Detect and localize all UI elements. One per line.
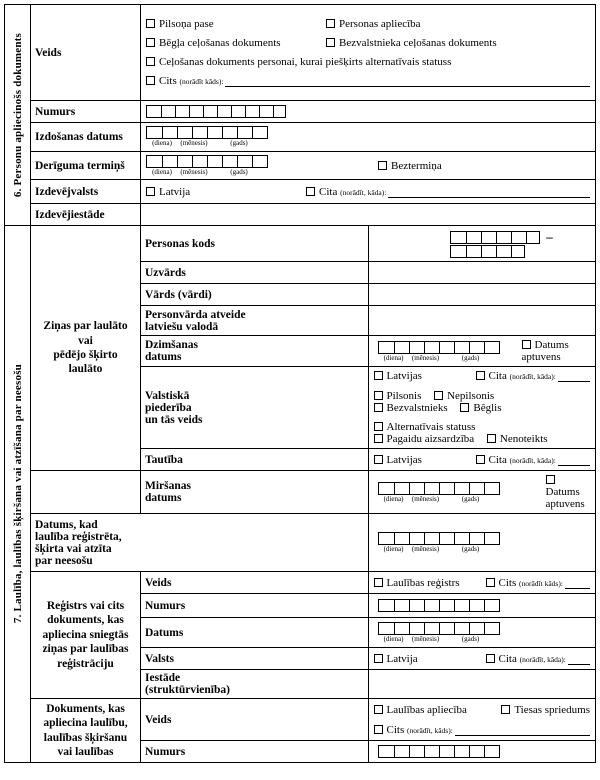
izdosanas-datums-label: Izdošanas datums	[35, 131, 123, 143]
dzimsanas-datums-label-cell	[141, 336, 369, 367]
dzimsanas-datums-label-line2: datums	[145, 351, 182, 363]
iestade-value-cell[interactable]	[368, 670, 596, 699]
registrs-cits-input-line[interactable]	[565, 578, 590, 589]
dzimsanas-datums-value-cell	[368, 336, 596, 367]
section6-row-deriguma-termins	[5, 152, 596, 180]
izdosanas-datums-comb-input[interactable]	[146, 126, 268, 139]
option-bezvalstnieks[interactable]: Bezvalstnieks	[374, 402, 448, 414]
numurs-label: Numurs	[35, 105, 76, 118]
dokuments-veids-label-cell	[141, 699, 369, 741]
date-sublabels: (diena) (mēnesis) (gads)	[383, 494, 480, 503]
date-sublabels: (diena) (mēnesis) (gads)	[383, 634, 480, 643]
tautiba-label-cell	[141, 449, 369, 471]
dokuments-numurs-label: Numurs	[145, 745, 186, 758]
date-sublabels: (diena) (mēnesis) (gads)	[383, 353, 480, 362]
cita-input-line[interactable]	[388, 187, 590, 198]
checkbox-icon[interactable]	[306, 187, 315, 196]
option-tautiba-latvijas[interactable]: Latvijas	[374, 454, 476, 466]
date-sublabels: (diena) (mēnesis) (gads)	[152, 168, 248, 176]
datums-kad-lauliba-value-cell	[368, 514, 596, 572]
personas-kods-part2-input[interactable]	[450, 245, 525, 258]
option-nepilsonis[interactable]: Nepilsonis	[434, 390, 494, 402]
option-beztermina[interactable]: Beztermiņa	[378, 160, 442, 172]
registrs-numurs-label-cell	[141, 594, 369, 618]
uzvards-label: Uzvārds	[145, 266, 186, 279]
checkbox-icon[interactable]	[522, 340, 531, 349]
option-begla-celosanas-dokuments[interactable]: Bēgļa ceļošanas dokuments	[146, 37, 281, 49]
section6-side-label: 6. Personu apliecinošs dokuments	[5, 5, 31, 226]
dokuments-numurs-comb-input[interactable]	[378, 745, 500, 758]
registrs-veids-label-cell	[141, 572, 369, 594]
valsts-cita-input-line[interactable]	[568, 654, 590, 665]
iestade-label-line2: (struktūrvienība)	[145, 684, 230, 696]
checkbox-icon[interactable]	[434, 391, 443, 400]
personas-kods-label-cell	[141, 226, 369, 262]
mirsanas-datums-label-cell	[141, 471, 369, 514]
tautiba-value-cell	[368, 449, 596, 471]
form-table	[4, 4, 596, 763]
uzvards-value-cell[interactable]	[368, 262, 596, 284]
valstiska-piederiba-label-line2: piederība	[145, 401, 192, 414]
checkbox-icon[interactable]	[374, 654, 383, 663]
checkbox-icon[interactable]	[486, 578, 495, 587]
option-latvijas[interactable]: Latvijas	[374, 370, 476, 382]
option-personas-apliecība[interactable]: Personas apliecība	[326, 18, 421, 30]
deriguma-termins-comb-input[interactable]	[146, 155, 268, 168]
checkbox-icon[interactable]	[374, 391, 383, 400]
uzvards-label-cell	[141, 262, 369, 284]
datums-kad-lauliba-comb-input[interactable]	[378, 532, 500, 545]
option-alternativais-statuss[interactable]: Alternatīvais statuss	[374, 421, 476, 433]
tautiba-cita-input-line[interactable]	[558, 455, 590, 466]
cita-valsts-hint: (norādīt, kāda):	[509, 372, 556, 381]
cita-valsts-input-line[interactable]	[558, 371, 590, 382]
section7-side-label: 7. Laulība, laulības šķiršana vai atzīšana par neesošu	[5, 226, 31, 763]
option-pilsona-pase[interactable]: Pilsoņa pase	[146, 18, 214, 30]
section7-row-mirsanas-datums	[5, 471, 596, 514]
numurs-comb-input[interactable]	[146, 105, 286, 118]
dokuments-veids-value-cell	[368, 699, 596, 741]
deriguma-termins-value-cell	[141, 152, 596, 180]
section7-row-registrs-veids	[5, 572, 596, 594]
dokuments-veids-label: Veids	[145, 713, 172, 726]
checkbox-icon[interactable]	[476, 371, 485, 380]
section7-row-personas-kods	[5, 226, 596, 262]
option-nenoteikts[interactable]: Nenoteikts	[487, 433, 548, 445]
registrs-cits-hint: (norādīt kāds):	[518, 578, 563, 588]
personas-kods-label: Personas kods	[145, 237, 215, 250]
vards-label-cell	[141, 284, 369, 306]
option-laulibas-registrs[interactable]: Laulības reģistrs	[374, 577, 486, 589]
checkbox-icon[interactable]	[501, 705, 510, 714]
section6-row-izdevejvalsts	[5, 180, 596, 204]
registrs-valsts-label: Valsts	[145, 652, 174, 665]
registrs-label-cell: Reģistrs vai cits dokuments, kas apliecina sniegtās ziņas par laulības reģistrāciju	[31, 572, 141, 699]
section7-row-datums-kad-lauliba	[5, 514, 596, 572]
personvarda-atveide-value-cell[interactable]	[368, 306, 596, 336]
iestade-label-cell	[141, 670, 369, 699]
registrs-numurs-comb-input[interactable]	[378, 599, 500, 612]
option-valsts-cita[interactable]: Cita (norādīt, kāda):	[486, 653, 566, 665]
dokuments-label-cell: Dokuments, kas apliecina laulību, laulības šķiršanu vai laulības	[31, 699, 141, 763]
personvarda-atveide-label-line1: Personvārda atveide	[145, 308, 246, 321]
dokuments-cits-hint: (norādīt, kāds):	[406, 725, 453, 735]
section6-row-izdosanas-datums	[5, 123, 596, 152]
option-datums-aptuvens[interactable]: Datums aptuvens	[521, 339, 569, 363]
mirsanas-datums-value-cell	[368, 471, 596, 514]
izdevejvalsts-label-cell	[31, 180, 141, 204]
tautiba-cita-hint: (norādīt, kāda):	[509, 455, 556, 465]
checkbox-icon[interactable]	[374, 371, 383, 380]
checkbox-icon[interactable]	[460, 403, 469, 412]
izdosanas-datums-value-cell	[141, 123, 596, 152]
option-laulibas-apliecība[interactable]: Laulības apliecība	[374, 704, 502, 716]
dzimsanas-datums-label-line1: Dzimšanas	[145, 339, 199, 351]
iestade-label-line1: Iestāde	[145, 672, 181, 684]
section6-row-numurs	[5, 101, 596, 123]
option-mirsanas-datums-aptuvens[interactable]: Datums aptuvens	[546, 474, 591, 510]
section6-row-izdevejiestade	[5, 204, 596, 226]
personvarda-atveide-label-line2: latviešu valodā	[145, 320, 219, 333]
cita-hint: (norādīt, kāda):	[340, 187, 387, 197]
izdosanas-datums-label-cell	[31, 123, 141, 152]
option-pagaidu-aizsardziba[interactable]: Pagaidu aizsardzība	[374, 433, 475, 445]
option-cits[interactable]: Cits (norādīt kāds):	[146, 75, 223, 87]
option-tautiba-cita[interactable]: Cita (norādīt, kāda):	[476, 454, 556, 466]
veids-label: Veids	[35, 46, 62, 59]
personas-kods-part1-input[interactable]	[450, 231, 540, 244]
mirsanas-datums-spacer-cell	[31, 471, 141, 514]
vards-label: Vārds (vārdi)	[145, 288, 212, 301]
option-bezvalstnieka-celosanas-dokuments[interactable]: Bezvalstnieka ceļošanas dokuments	[326, 37, 497, 49]
zinas-par-laulato-label-cell: Ziņas par laulāto vai pēdējo šķirto laulāto	[31, 226, 141, 471]
section6-row-veids	[5, 5, 596, 101]
option-latvija[interactable]: Latvija	[146, 186, 306, 198]
deriguma-termins-label: Derīguma termiņš	[35, 159, 125, 172]
option-pilsonis[interactable]: Pilsonis	[374, 390, 422, 402]
registrs-datums-label: Datums	[145, 626, 184, 639]
numurs-label-cell	[31, 101, 141, 123]
checkbox-icon[interactable]	[374, 705, 383, 714]
veids-label-cell	[31, 5, 141, 101]
checkbox-icon[interactable]	[546, 475, 555, 484]
registrs-veids-label: Veids	[145, 576, 172, 589]
personas-kods-separator: –	[546, 229, 553, 244]
registrs-veids-value-cell	[368, 572, 596, 594]
personas-kods-value-cell	[368, 226, 596, 262]
checkbox-icon[interactable]	[146, 38, 155, 47]
checkbox-icon[interactable]	[374, 434, 383, 443]
mirsanas-datums-label-line2: datums	[145, 492, 182, 504]
valsts-cita-hint: (norādīt, kāda):	[519, 654, 566, 664]
mirsanas-datums-label-line1: Miršanas	[145, 480, 191, 492]
cits-input-line[interactable]	[225, 76, 590, 87]
cits-hint: (norādīt kāds):	[179, 77, 224, 86]
checkbox-icon[interactable]	[326, 19, 335, 28]
option-valsts-latvija[interactable]: Latvija	[374, 653, 486, 665]
checkbox-icon[interactable]	[374, 403, 383, 412]
option-dokuments-cits[interactable]: Cits (norādīt, kāds):	[374, 724, 453, 736]
option-celosanas-dokuments-alternativais[interactable]: Ceļošanas dokuments personai, kurai piešķirts alternatīvais statuss	[146, 56, 451, 68]
izdevejiestade-label: Izdevējiestāde	[35, 208, 105, 221]
dokuments-numurs-label-cell	[141, 741, 369, 763]
option-cita[interactable]: Cita (norādīt, kāda):	[306, 186, 386, 198]
checkbox-icon[interactable]	[378, 161, 387, 170]
valstiska-piederiba-value-cell	[368, 367, 596, 449]
valstiska-piederiba-label-cell	[141, 367, 369, 449]
dzimsanas-datums-comb-input[interactable]	[378, 341, 500, 354]
vards-value-cell[interactable]	[368, 284, 596, 306]
checkbox-icon[interactable]	[374, 455, 383, 464]
izdevejvalsts-value-cell	[141, 180, 596, 204]
checkbox-icon[interactable]	[476, 455, 485, 464]
registrs-datums-label-cell	[141, 618, 369, 648]
checkbox-icon[interactable]	[374, 725, 383, 734]
numurs-value-cell	[141, 101, 596, 123]
section7-row-dokuments-veids	[5, 699, 596, 741]
checkbox-icon[interactable]	[374, 578, 383, 587]
checkbox-icon[interactable]	[146, 187, 155, 196]
option-tiesas-spriedums[interactable]: Tiesas spriedums	[501, 704, 590, 716]
valstiska-piederiba-label-line1: Valstiskā	[145, 389, 190, 402]
checkbox-icon[interactable]	[146, 19, 155, 28]
checkbox-icon[interactable]	[486, 654, 495, 663]
checkbox-icon[interactable]	[374, 422, 383, 431]
registrs-numurs-label: Numurs	[145, 599, 186, 612]
registrs-numurs-value-cell	[368, 594, 596, 618]
checkbox-icon[interactable]	[326, 38, 335, 47]
option-registrs-cits[interactable]: Cits (norādīt kāds):	[486, 577, 563, 589]
izdevejvalsts-label: Izdevējvalsts	[35, 185, 99, 198]
checkbox-icon[interactable]	[146, 57, 155, 66]
date-sublabels: (diena) (mēnesis) (gads)	[152, 139, 248, 147]
tautiba-label: Tautība	[145, 453, 183, 466]
izdevejiestade-value-cell[interactable]	[141, 204, 596, 226]
dokuments-numurs-value-cell	[368, 741, 596, 763]
registrs-datums-comb-input[interactable]	[378, 622, 500, 635]
personvarda-atveide-label-cell	[141, 306, 369, 336]
dokuments-cits-input-line[interactable]	[455, 725, 590, 736]
registrs-valsts-label-cell	[141, 648, 369, 670]
mirsanas-datums-comb-input[interactable]	[378, 482, 500, 495]
veids-options-cell	[141, 5, 596, 101]
option-beglis[interactable]: Bēglis	[460, 402, 501, 414]
date-sublabels: (diena) (mēnesis) (gads)	[383, 544, 480, 553]
checkbox-icon[interactable]	[487, 434, 496, 443]
checkbox-icon[interactable]	[146, 76, 155, 85]
option-cita-valsts[interactable]: Cita (norādīt, kāda):	[476, 370, 556, 382]
datums-kad-lauliba-label-cell: Datums, kad laulība reģistrēta, šķirta vai atzīta par neesošu	[31, 514, 369, 572]
valstiska-piederiba-label-line3: un tās veids	[145, 413, 203, 426]
registrs-datums-value-cell	[368, 618, 596, 648]
deriguma-termins-label-cell	[31, 152, 141, 180]
registrs-valsts-value-cell	[368, 648, 596, 670]
izdevejiestade-label-cell	[31, 204, 141, 226]
